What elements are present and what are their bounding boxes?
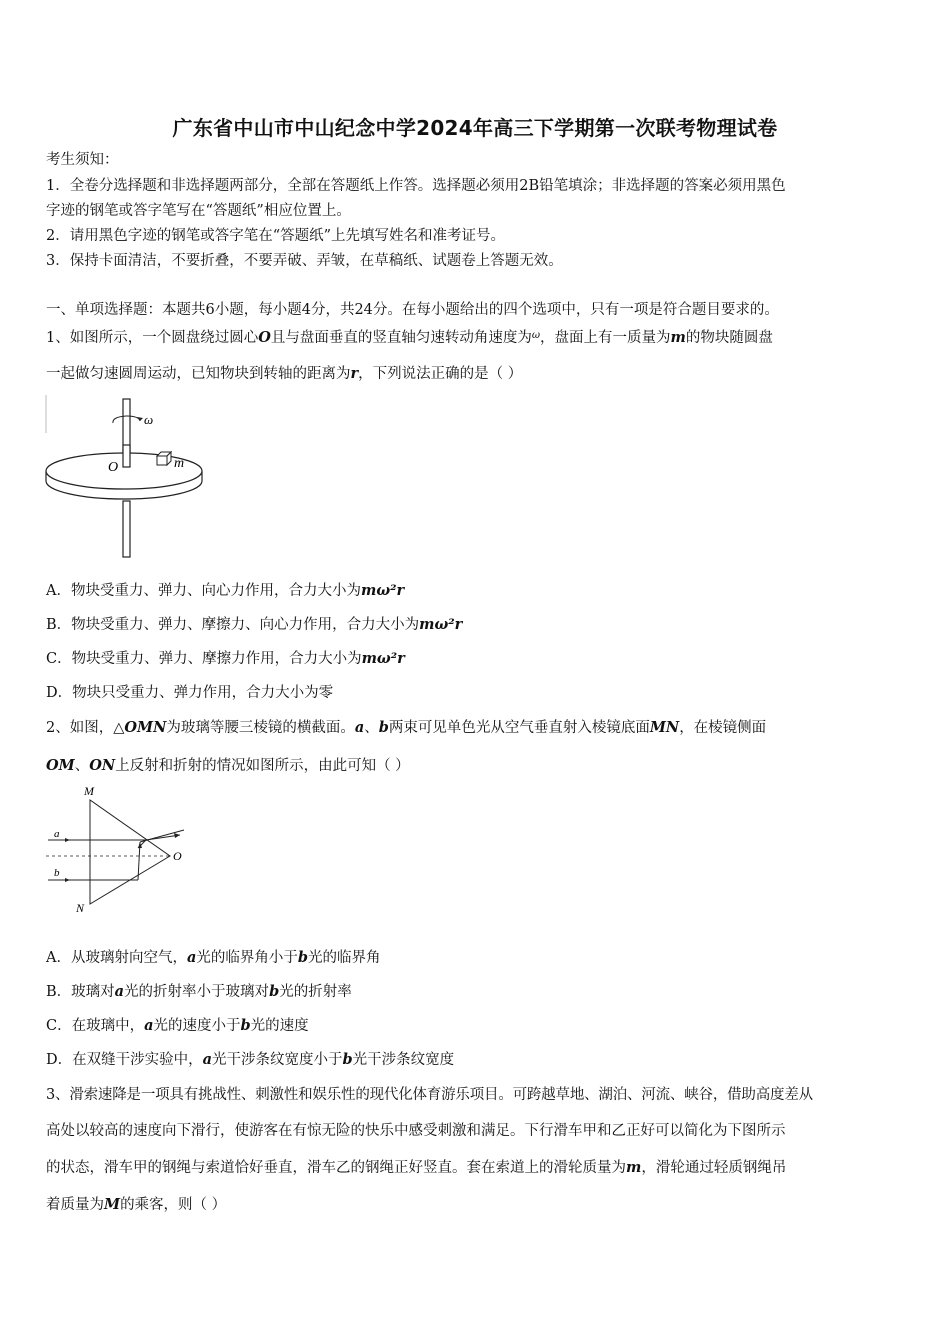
- q2-var-MN: MN: [649, 719, 680, 736]
- q2-option-b[interactable]: [46, 982, 908, 1002]
- option-text: 光的速度: [250, 1018, 309, 1034]
- q2-option-a[interactable]: [46, 948, 908, 968]
- q1-var-r: r: [350, 365, 359, 382]
- option-var: a: [144, 1017, 154, 1034]
- q3-stem-text: 着质量为: [46, 1197, 104, 1213]
- q2-var-a: a: [354, 719, 365, 736]
- notice-item-2: 2．请用黑色字迹的钢笔或答字笔在“答题纸”上先填写姓名和准考证号。: [46, 228, 506, 244]
- q3-stem-line-2: 高处以较高的速度向下滑行，使游客在有惊无险的快乐中感受刺激和满足。下行滑车甲和乙正好可以简化为下图所示: [46, 1123, 786, 1139]
- q1-stem-text: ，盘面上有一质量为: [540, 330, 671, 346]
- notice-item-1-line-1: 1．全卷分选择题和非选择题两部分，全部在答题纸上作答。选择题必须用2B铅笔填涂；非选择题的答案必须用黑色: [46, 178, 786, 194]
- lower-axle: [123, 501, 130, 557]
- ray-b-label: b: [54, 867, 60, 879]
- q2-option-d[interactable]: [46, 1050, 908, 1070]
- q2-option-c[interactable]: [46, 1016, 908, 1036]
- q1-option-c[interactable]: [46, 649, 908, 669]
- option-var: b: [269, 983, 280, 1000]
- omega-label: ω: [144, 412, 154, 427]
- q3-stem-text: 的状态，滑车甲的钢绳与索道恰好垂直，滑车乙的钢绳正好竖直。套在索道上的滑轮质量为: [46, 1160, 626, 1176]
- q1-stem-text: 的物块随圆盘: [685, 330, 773, 346]
- vertex-N-label: N: [76, 901, 85, 915]
- vertex-O-label: O: [173, 849, 182, 863]
- mass-m-label: m: [174, 456, 185, 471]
- q3-stem-line-1: 3、滑索速降是一项具有挑战性、刺激性和娱乐性的现代化体育游乐项目。可跨越草地、湖泊、河流、峡谷，借助高度差从: [46, 1087, 813, 1103]
- option-formula: mω²r: [360, 582, 405, 599]
- option-var: a: [114, 983, 125, 1000]
- option-text: 光的速度小于: [153, 1018, 241, 1034]
- q3-stem-text: ，滑轮通过轻质钢绳吊: [641, 1160, 787, 1176]
- option-var: b: [297, 949, 309, 966]
- q2-stem-text: 两束可见单色光从空气垂直射入棱镜底面: [388, 720, 650, 736]
- option-text: B．玻璃对: [46, 984, 115, 1000]
- option-var: a: [202, 1051, 213, 1068]
- option-text: 光的临界角小于: [196, 950, 298, 966]
- section-heading: 一、单项选择题：本题共6小题，每小题4分，共24分。在每小题给出的四个选项中，只有一项是符合题目要求的。: [46, 302, 779, 318]
- option-formula: mω²r: [361, 650, 405, 667]
- q1-stem-text: ，下列说法正确的是（ ）: [358, 366, 523, 382]
- prism-outline: [90, 800, 170, 904]
- q1-option-a[interactable]: [46, 581, 908, 601]
- q3-stem-line-3: [46, 1158, 908, 1178]
- q2-stem-text: 、: [364, 720, 379, 736]
- ray-b-arrow: [65, 878, 70, 882]
- option-text: C．物块受重力、弹力、摩擦力作用，合力大小为: [46, 651, 362, 667]
- q1-disc-figure: [40, 393, 220, 563]
- q2-var-ON: ON: [89, 757, 116, 774]
- q1-var-O: O: [258, 329, 271, 346]
- option-text: 光干涉条纹宽度: [352, 1052, 455, 1068]
- q2-prism-figure: [40, 782, 200, 922]
- option-text: 光干涉条纹宽度小于: [212, 1052, 343, 1068]
- q1-option-b[interactable]: [46, 615, 908, 635]
- ray-a-arrow: [65, 838, 70, 842]
- q3-var-m: m: [626, 1159, 642, 1176]
- q2-var-b: b: [378, 719, 389, 736]
- option-formula: mω²r: [419, 616, 463, 633]
- option-text: B．物块受重力、弹力、摩擦力、向心力作用，合力大小为: [46, 617, 420, 633]
- q2-stem-text: 2、如图，△: [46, 720, 125, 736]
- q1-stem-text: 一起做匀速圆周运动，已知物块到转轴的距离为: [46, 366, 351, 382]
- q1-stem-line-1: [46, 326, 908, 348]
- axle-top-segment: [123, 445, 130, 467]
- center-O-label: O: [108, 460, 119, 475]
- q2-var-OMN: OMN: [124, 719, 167, 736]
- notice-item-3: 3．保持卡面清洁，不要折叠，不要弄破、弄皱，在草稿纸、试题卷上答题无效。: [46, 253, 563, 269]
- ray-a-refracted-arrow: [174, 833, 180, 838]
- notice-heading: 考生须知：: [46, 152, 119, 168]
- q3-stem-line-4: [46, 1195, 908, 1215]
- option-text: 光的折射率小于玻璃对: [124, 984, 270, 1000]
- q3-var-M: M: [104, 1196, 121, 1213]
- option-var: a: [186, 949, 197, 966]
- exam-title: 广东省中山市中山纪念中学2024年高三下学期第一次联考物理试卷: [172, 116, 778, 140]
- q1-stem-text: 1、如图所示，一个圆盘绕过圆心: [46, 330, 259, 346]
- q2-stem-text: ，在棱镜侧面: [679, 720, 767, 736]
- q1-var-m: m: [670, 329, 686, 346]
- option-text: D．在双缝干涉实验中，: [46, 1052, 203, 1068]
- option-text: A．从玻璃射向空气，: [46, 950, 187, 966]
- option-text: A．物块受重力、弹力、向心力作用，合力大小为: [46, 583, 361, 599]
- vertex-M-label: M: [84, 784, 94, 798]
- q2-var-OM: OM: [46, 757, 75, 774]
- option-text: C．在玻璃中，: [46, 1018, 145, 1034]
- q1-stem-text: 且与盘面垂直的竖直轴匀速转动角速度为: [270, 330, 532, 346]
- option-text: D．物块只受重力、弹力作用，合力大小为零: [46, 685, 334, 701]
- q2-stem-line-1: [46, 718, 908, 738]
- rotation-arrowhead: [137, 417, 143, 421]
- ray-a-label: a: [54, 828, 60, 840]
- notice-item-1-line-2: 字迹的钢笔或答字笔写在“答题纸”相应位置上。: [46, 203, 351, 219]
- q2-stem-text: 为玻璃等腰三棱镜的横截面。: [166, 720, 355, 736]
- option-var: b: [240, 1017, 251, 1034]
- option-var: b: [342, 1051, 353, 1068]
- q2-stem-text: 上反射和折射的情况如图所示，由此可知（ ）: [115, 758, 410, 774]
- q2-stem-text: 、: [74, 758, 90, 774]
- q3-stem-text: 的乘客，则（ ）: [120, 1197, 227, 1213]
- q1-var-omega: ω: [531, 330, 541, 341]
- option-text: 光的临界角: [308, 950, 381, 966]
- block-m: [157, 452, 171, 465]
- q1-stem-line-2: [46, 364, 908, 384]
- option-text: 光的折射率: [279, 984, 352, 1000]
- q1-option-d[interactable]: [46, 683, 908, 703]
- q2-stem-line-2: [46, 756, 908, 776]
